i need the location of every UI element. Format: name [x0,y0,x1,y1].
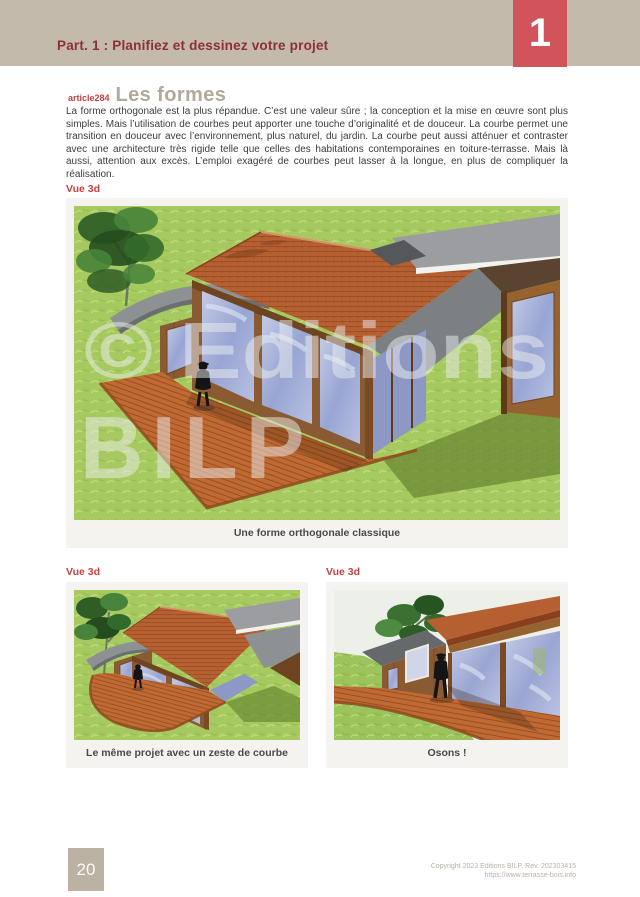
render-ground-view [334,590,560,740]
figure-orthogonal-house [66,198,568,548]
watermark-line1: © Editions [84,306,549,395]
figure-caption-3: Osons ! [427,747,467,759]
figure-curved-deck [66,582,308,768]
figure-caption-2: Le même projet avec un zeste de courbe [86,747,288,759]
render-aerial-curved [74,590,300,740]
chapter-title: Part. 1 : Planifiez et dessinez votre projet [57,38,329,53]
figure-label-2: Vue 3d [66,566,101,578]
article-body: La forme orthogonale est la plus répandue. C’est une valeur sûre ; la conception et la mise en œuvre sont plus simples. Mais l’utilisation de courbes peut apporter une touche d’originalité et de douceur. La courbe permet une transition en douceur avec l’environnement, plus naturel, du jardin. La courbe peut aussi atténuer et contraster avec une architecture très rigide telle que celles des habitations contemporaines en toiture-terrasse. Mais là aussi, attention aux excès. L’emploi exagéré de courbes peut lasser à la longue, en plus de compliquer la réalisation. [66,106,568,180]
chapter-number: 1 [528,11,552,55]
render-aerial-orthogonal [74,206,560,520]
window-reflection [533,648,546,674]
small-window [388,667,398,690]
framed-window [406,645,428,682]
figure-label-1: Vue 3d [66,183,101,195]
figure-label-3: Vue 3d [326,566,361,578]
chapter-number-box [513,0,567,67]
article-title: Les formes [115,84,227,106]
page-number: 20 [76,859,96,879]
article-heading [68,84,226,107]
copyright-line2: https://www.terrasse-bois.info [484,872,576,879]
window-wall [506,631,560,722]
figure-ground-view [326,582,568,768]
copyright-line1: Copyright 2023 Editions BILP. Rev. 202303415 [430,863,576,870]
figure-caption-1: Une forme orthogonale classique [233,527,401,539]
article-id: article284 [68,93,110,103]
page-number-box [68,848,104,891]
mullion-post [500,642,506,714]
watermark-line2: BILP [80,398,313,497]
copyright [431,862,576,880]
